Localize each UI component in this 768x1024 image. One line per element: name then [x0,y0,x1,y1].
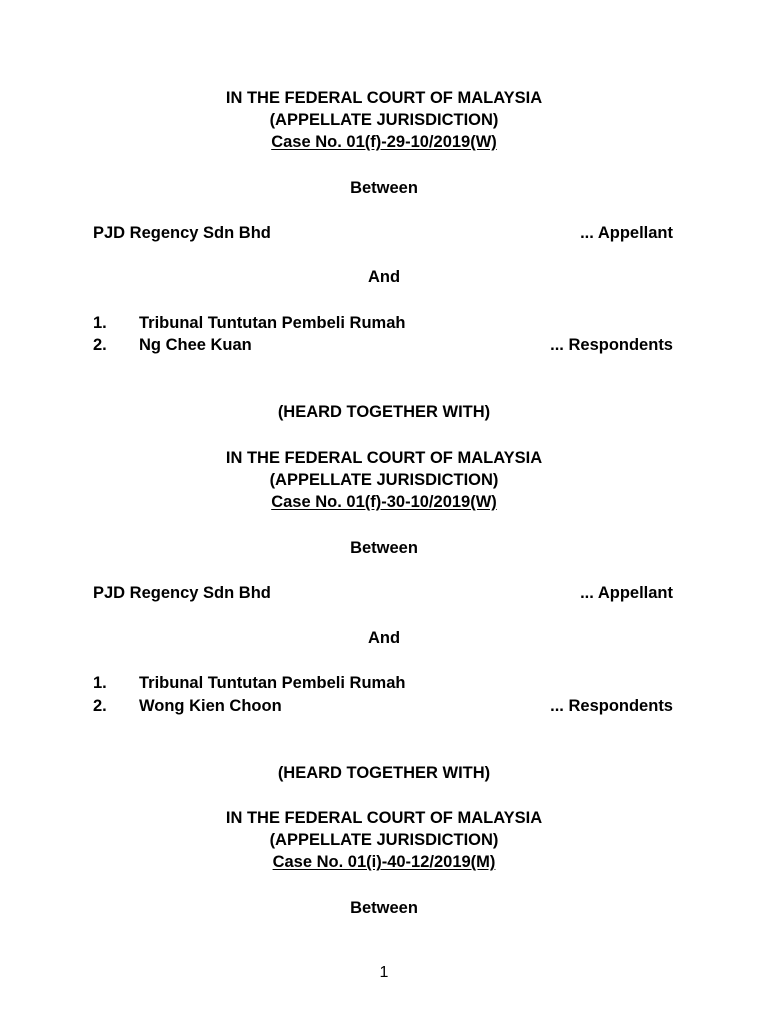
case-number: Case No. 01(f)-30-10/2019(W) [271,493,497,511]
case-number: Case No. 01(f)-29-10/2019(W) [271,133,497,151]
court-heading: IN THE FEDERAL COURT OF MALAYSIA [225,809,543,827]
page-number: 1 [379,964,389,981]
between-label: Between [350,179,418,197]
between-label: Between [350,899,418,917]
respondent-number: 1. [93,674,107,692]
appellant-role: ... Appellant [580,584,673,602]
court-heading: IN THE FEDERAL COURT OF MALAYSIA [225,89,543,107]
appellant-name: PJD Regency Sdn Bhd [93,584,271,602]
jurisdiction-heading: (APPELLATE JURISDICTION) [269,111,499,129]
respondents-role: ... Respondents [550,336,673,354]
respondent-number: 1. [93,314,107,332]
respondent-name: Tribunal Tuntutan Pembeli Rumah [139,314,406,332]
and-label: And [367,268,401,286]
respondent-name: Wong Kien Choon [139,697,282,715]
respondent-number: 2. [93,697,107,715]
and-label: And [367,629,401,647]
respondent-name: Tribunal Tuntutan Pembeli Rumah [139,674,406,692]
appellant-name: PJD Regency Sdn Bhd [93,224,271,242]
heard-together-label: (HEARD TOGETHER WITH) [277,403,491,421]
between-label: Between [350,539,418,557]
court-heading: IN THE FEDERAL COURT OF MALAYSIA [225,449,543,467]
jurisdiction-heading: (APPELLATE JURISDICTION) [269,831,499,849]
respondent-name: Ng Chee Kuan [139,336,252,354]
case-number: Case No. 01(i)-40-12/2019(M) [272,853,496,871]
respondent-number: 2. [93,336,107,354]
heard-together-label: (HEARD TOGETHER WITH) [277,764,491,782]
jurisdiction-heading: (APPELLATE JURISDICTION) [269,471,499,489]
appellant-role: ... Appellant [580,224,673,242]
respondents-role: ... Respondents [550,697,673,715]
